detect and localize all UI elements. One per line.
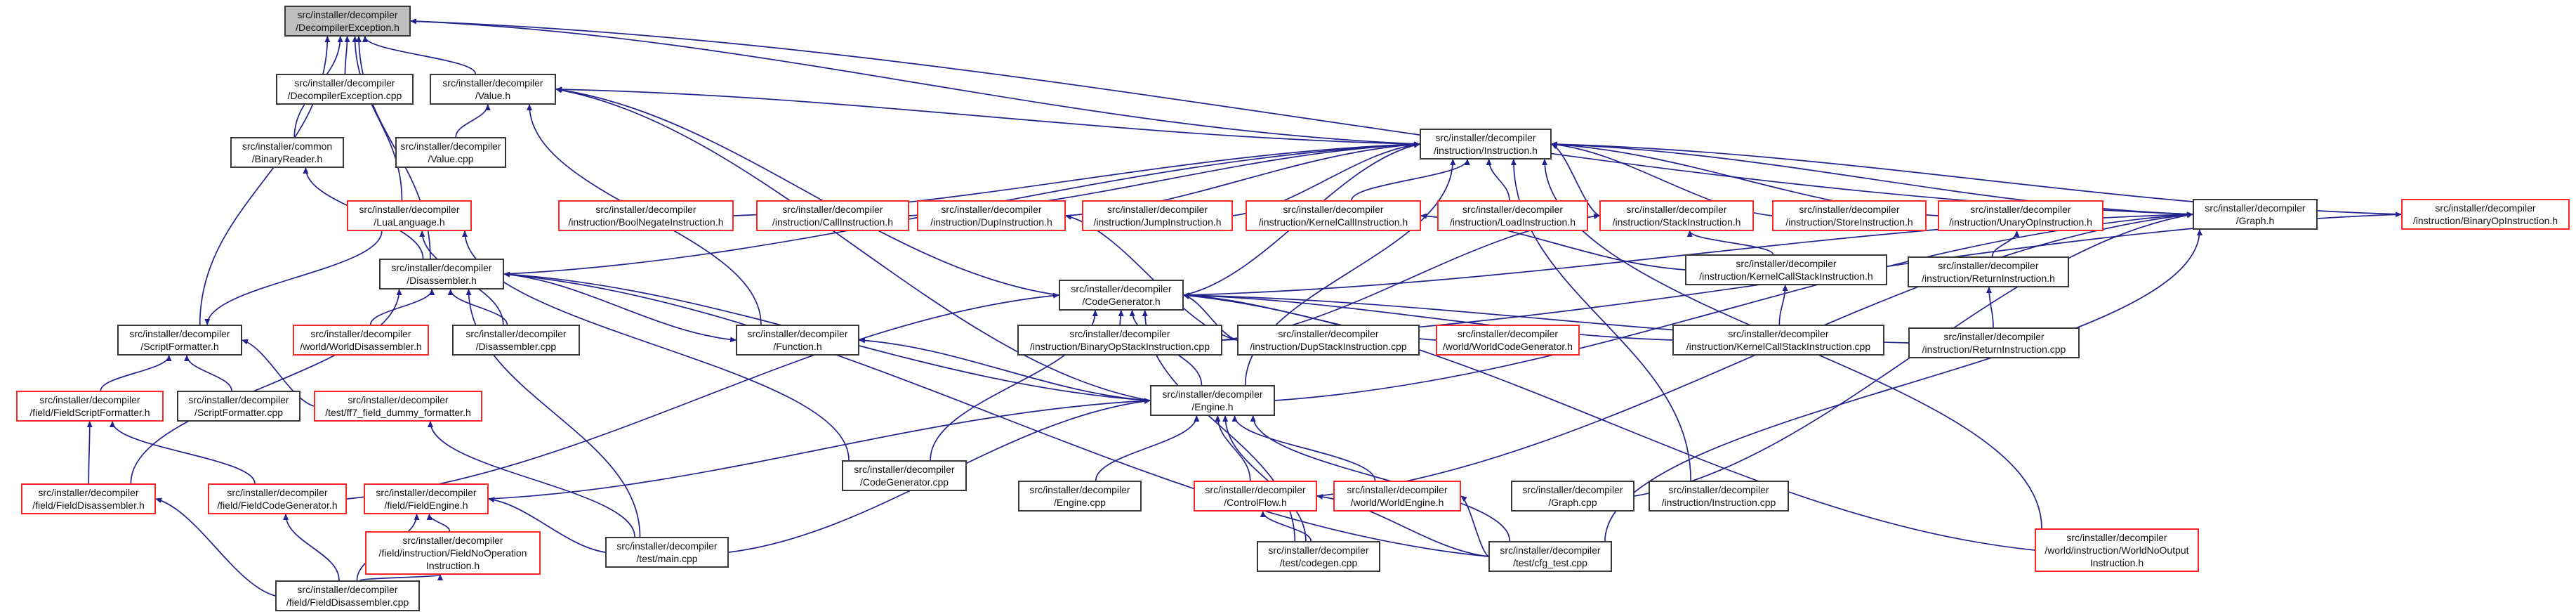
node-label-line: src/installer/decompiler [1435,131,1536,143]
graph-node-return_h[interactable] [1908,256,2069,287]
node-label-line: src/installer/decompiler [1728,327,1829,339]
graph-node-bopstack_cpp[interactable] [1017,325,1222,356]
node-label-line: /CodeGenerator.cpp [859,476,949,488]
node-label-line: src/installer/decompiler [1162,388,1263,400]
node-label-line: /instruction/DupInstruction.h [930,216,1052,228]
graph-node-codegen_h[interactable] [1059,280,1184,311]
graph-node-scriptfmt_h[interactable] [117,325,242,356]
graph-node-fieldengine_h[interactable] [364,483,489,514]
edge-fielddisasm_cpp-to-fieldnoop_h [360,575,440,580]
graph-node-kernelcall_h[interactable] [1246,200,1421,231]
graph-node-main_cpp[interactable] [605,537,729,568]
graph-node-engine_h[interactable] [1150,385,1275,416]
node-label-line: Instruction.h [425,560,480,572]
node-label-line: src/installer/decompiler [1938,259,2039,271]
graph-node-worlddisasm_h[interactable] [293,325,429,356]
graph-node-fieldscriptfmt_h[interactable] [16,391,164,422]
edge-value_h-to-exc_h [365,37,475,74]
node-label-line: /instruction/StoreInstruction.h [1785,216,1913,228]
node-label-line: /Value.cpp [428,153,474,164]
graph-node-exc_h[interactable] [284,6,411,37]
node-label-line: /Graph.h [2235,215,2275,226]
graph-node-cfgtest_cpp[interactable] [1488,541,1612,572]
node-label-line: src/installer/decompiler [1069,327,1170,339]
graph-node-graph_cpp[interactable] [1511,481,1634,512]
node-label-line: src/installer/decompiler [402,534,503,546]
node-label-line: /LuaLanguage.h [374,216,445,228]
graph-node-codegen_cpp[interactable] [842,460,967,491]
graph-node-disasm_h[interactable] [379,259,504,289]
node-label-line: /Disassembler.cpp [475,341,557,352]
graph-node-exc_cpp[interactable] [276,74,414,105]
node-label-line: src/installer/decompiler [1283,203,1384,215]
graph-node-worldengine_h[interactable] [1333,481,1461,512]
node-label-line: /instruction/LoadInstruction.h [1450,216,1576,228]
graph-node-instr_cpp[interactable] [1649,481,1789,512]
node-label-line: /instruction/BinaryOpInstruction.h [2412,215,2558,226]
node-label-line: /instruction/DupStackInstruction.cpp [1250,341,1407,352]
graph-node-disasm_cpp[interactable] [452,325,580,356]
graph-node-binaryop_h[interactable] [2401,199,2570,230]
edge-return_h-to-unaryop_h [1993,231,2017,256]
node-label-line: /Engine.cpp [1054,497,1106,508]
node-label-line: src/installer/decompiler [1970,203,2071,215]
node-label-line: /instruction/BoolNegateInstruction.h [568,216,724,228]
node-label-line: src/installer/decompiler [2205,202,2306,214]
node-label-line: src/installer/decompiler [2435,202,2536,214]
graph-node-boolneg_h[interactable] [558,200,734,231]
node-label-line: /Graph.cpp [1548,497,1597,508]
node-label-line: src/installer/decompiler [2066,531,2167,543]
node-label-line: /CodeGenerator.h [1082,296,1161,307]
graph-node-value_h[interactable] [430,74,556,105]
node-label-line: /instruction/Instruction.cpp [1661,497,1776,508]
node-label-line: /instruction/JumpInstruction.h [1093,216,1222,228]
node-label-line: src/installer/decompiler [616,540,718,552]
node-label-line: /world/WorldCodeGenerator.h [1443,341,1573,352]
graph-node-jump_h[interactable] [1082,200,1233,231]
edge-return_cpp-to-return_h [1989,287,1993,327]
node-label-line: /field/instruction/FieldNoOperation [378,547,527,559]
edge-bopstack_cpp-to-codegen_h [1120,311,1121,325]
node-label-line: src/installer/decompiler [941,203,1042,215]
graph-node-controlflow_h[interactable] [1194,481,1317,512]
node-label-line: src/installer/decompiler [1268,544,1369,556]
edge-lua_h-to-exc_h [355,37,402,200]
node-label-line: src/installer/decompiler [1943,330,2045,342]
node-label-line: src/installer/decompiler [391,261,492,273]
graph-node-lua_h[interactable] [347,200,472,231]
node-label-line: src/installer/decompiler [595,203,696,215]
node-label-line: /instruction/UnaryOpInstruction.h [1949,216,2092,228]
edge-worlddisasm_h-to-disasm_h [371,289,432,325]
node-label-line: src/installer/decompiler [1736,257,1837,269]
graph-node-unaryop_h[interactable] [1938,200,2103,231]
node-label-line: src/installer/decompiler [1278,327,1379,339]
node-label-line: src/installer/decompiler [297,8,398,20]
node-label-line: src/installer/decompiler [1500,544,1601,556]
node-label-line: src/installer/decompiler [1107,203,1208,215]
node-label-line: /field/FieldDisassembler.cpp [286,597,409,608]
graph-node-fielddisasm_h[interactable] [21,483,156,514]
node-label-line: /instruction/Instruction.h [1434,145,1538,156]
node-label-line: /instruction/BinaryOpStackInstruction.cpp [1029,341,1210,352]
graph-node-kcstack_cpp[interactable] [1672,325,1884,356]
graph-node-store_h[interactable] [1772,200,1927,231]
graph-node-codegen_test_cpp[interactable] [1257,541,1380,572]
node-label-line: /world/instruction/WorldNoOutput [2045,544,2189,556]
graph-node-dupstack_cpp[interactable] [1237,325,1420,356]
graph-node-worldnoout_h[interactable] [2035,528,2199,572]
node-label-line: src/installer/decompiler [1205,483,1306,495]
edge-fielddisasm_cpp-to-fieldcodegen_h [286,514,339,580]
graph-node-dup_h[interactable] [917,200,1066,231]
node-label-line: src/installer/decompiler [442,77,543,89]
graph-node-load_h[interactable] [1437,200,1588,231]
node-label-line: src/installer/decompiler [1799,203,1900,215]
node-label-line: src/installer/decompiler [39,393,140,405]
node-label-line: src/installer/decompiler [129,327,230,339]
node-label-line: /field/FieldEngine.h [384,500,468,511]
node-label-line: src/installer/decompiler [1668,483,1769,495]
node-label-line: src/installer/decompiler [227,486,328,498]
node-label-line: src/installer/decompiler [1457,327,1559,339]
graph-node-kcstack_h[interactable] [1685,254,1887,285]
edge-engine_cpp-to-engine_h [1096,416,1197,481]
node-label-line: /Value.h [475,90,511,101]
graph-node-graph_h[interactable] [2193,199,2318,230]
edge-fieldnoop_h-to-fieldengine_h [430,514,450,531]
node-label-line: src/installer/decompiler [38,486,139,498]
node-label-line: /Function.h [773,341,822,352]
edge-dupstack_cpp-to-dup_h [1066,216,1237,340]
edge-kcstack_h-to-stack_h [1690,231,1774,254]
edge-exc_cpp-to-exc_h [345,37,347,74]
node-label-line: /test/cfg_test.cpp [1513,557,1587,568]
node-label-line: /DecompilerException.h [296,22,399,33]
node-label-line: src/installer/decompiler [400,140,501,152]
graph-node-worldcodegen_h[interactable] [1436,325,1580,356]
node-label-line: src/installer/common [242,140,333,152]
node-label-line: Instruction.h [2089,557,2144,569]
graph-node-call_h[interactable] [756,200,909,231]
node-label-line: /world/WorldDisassembler.h [300,341,422,352]
node-label-line: src/installer/decompiler [782,203,883,215]
graph-node-ff7dummy_h[interactable] [314,391,482,422]
graph-node-fielddisasm_cpp[interactable] [275,580,420,611]
graph-node-fieldnoop_h[interactable] [365,531,541,575]
graph-node-return_cpp[interactable] [1908,327,2080,358]
node-label-line: /instruction/ReturnInstruction.cpp [1922,344,2066,355]
node-label-line: /Disassembler.h [407,275,477,286]
node-label-line: src/installer/decompiler [188,393,289,405]
node-label-line: src/installer/decompiler [376,486,477,498]
graph-node-stack_h[interactable] [1599,200,1754,231]
node-label-line: src/installer/decompiler [1626,203,1727,215]
node-label-line: /ScriptFormatter.cpp [194,407,284,418]
graph-node-instr_h[interactable] [1420,129,1552,159]
node-label-line: /test/main.cpp [636,553,698,564]
edge-load_h-to-instr_h [1489,159,1510,200]
node-label-line: src/installer/decompiler [297,583,398,595]
node-label-line: src/installer/decompiler [1071,282,1172,294]
edge-lua_h-to-scriptfmt_h [207,231,382,325]
graph-node-function_h[interactable] [736,325,859,356]
node-label-line: /instruction/KernelCallStackInstruction.h [1699,271,1873,282]
node-label-line: src/installer/decompiler [1462,203,1564,215]
node-label-line: /test/codegen.cpp [1279,557,1358,568]
node-label-line: /field/FieldScriptFormatter.h [29,407,150,418]
node-label-line: src/installer/decompiler [359,203,460,215]
edge-cfgtest_cpp-to-disasm_h [504,274,1488,556]
edge-cfgtest_cpp-to-engine_h [1253,416,1510,541]
edge-scriptfmt_cpp-to-scriptfmt_h [187,356,232,391]
node-label-line: /field/FieldCodeGenerator.h [217,500,338,511]
node-label-line: /world/WorldEngine.h [1350,497,1444,508]
edge-kcstack_cpp-to-kcstack_h [1779,285,1785,325]
node-label-line: src/installer/decompiler [465,327,567,339]
node-label-line: /instruction/KernelCallInstruction.h [1258,216,1408,228]
node-label-line: /instruction/StackInstruction.h [1612,216,1741,228]
graph-node-value_cpp[interactable] [395,137,506,168]
node-label-line: src/installer/decompiler [854,463,955,475]
node-label-line: src/installer/decompiler [1029,483,1130,495]
node-label-line: /instruction/CallInstruction.h [772,216,893,228]
node-label-line: /instruction/ReturnInstruction.h [1922,273,2055,284]
edge-value_cpp-to-value_h [456,105,488,137]
node-label-line: /ScriptFormatter.h [140,341,219,352]
node-label-line: /field/FieldDisassembler.h [32,500,145,511]
node-label-line: /BinaryReader.h [251,153,323,164]
edge-fieldcodegen_h-to-fieldscriptfmt_h [112,422,255,483]
edge-graph_h-to-exc_h [411,21,2193,214]
edge-disasm_cpp-to-disasm_h [451,289,508,325]
node-label-line: /ControlFlow.h [1224,497,1287,508]
node-label-line: src/installer/decompiler [747,327,848,339]
node-label-line: src/installer/decompiler [348,393,449,405]
node-label-line: src/installer/decompiler [294,77,395,89]
graph-node-engine_cpp[interactable] [1018,481,1142,512]
edge-fielddisasm_h-to-fieldscriptfmt_h [88,422,90,483]
node-label-line: /DecompilerException.cpp [287,90,402,101]
node-label-line: src/installer/decompiler [310,327,411,339]
edge-instr_h-to-exc_h [411,21,1420,144]
node-label-line: /Engine.h [1191,401,1234,412]
node-label-line: src/installer/decompiler [1522,483,1623,495]
graph-node-scriptfmt_cpp[interactable] [177,391,300,422]
node-label-line: /instruction/KernelCallStackInstruction.cpp [1686,341,1871,352]
node-label-line: /test/ff7_field_dummy_formatter.h [325,407,471,418]
edge-fielddisasm_h-to-disasm_h [131,289,399,483]
node-label-line: src/installer/decompiler [1347,483,1448,495]
graph-node-binreader_h[interactable] [230,137,344,168]
edge-fieldscriptfmt_h-to-scriptfmt_h [100,356,169,391]
graph-node-fieldcodegen_h[interactable] [208,483,347,514]
